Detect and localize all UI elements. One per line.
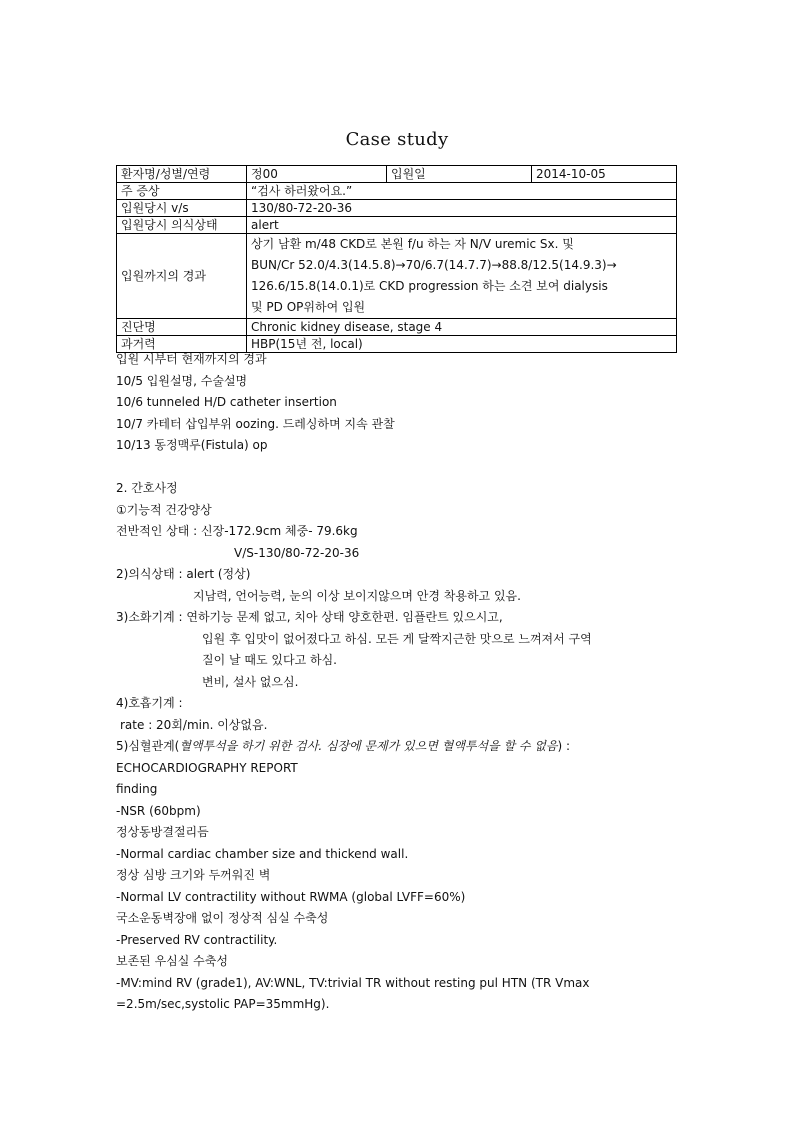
- value-admit-vs: 130/80-72-20-36: [247, 200, 677, 217]
- digestive-detail: 입원 후 입맛이 없어졌다고 하심. 모든 게 달짝지근한 맛으로 느껴져서 구역: [202, 631, 592, 646]
- echo-line: -Normal cardiac chamber size and thickend wall.: [116, 846, 409, 861]
- valve-finding: -MV:mind RV (grade1), AV:WNL, TV:trivial TR without resting pul HTN (TR Vmax: [116, 975, 590, 990]
- value-history-course: [247, 234, 677, 319]
- history-line: 상기 남환 m/48 CKD로 본원 f/u 하는 자 N/V uremic Sx. 및: [251, 237, 574, 251]
- value-diagnosis: Chronic kidney disease, stage 4: [247, 319, 677, 336]
- table-row: [117, 217, 677, 234]
- consciousness-detail: 지남력, 언어능력, 눈의 이상 보이지않으며 안경 착용하고 있음.: [193, 588, 521, 603]
- cardiovascular-status: [116, 736, 682, 758]
- echo-line: 국소운동벽장애 없이 정상적 심실 수축성: [116, 911, 329, 925]
- value-admit-date: 2014-10-05: [532, 166, 677, 183]
- value-past-history: HBP(15년 전, local): [247, 336, 677, 353]
- echo-line: 정상동방결절리듬: [116, 825, 209, 839]
- general-status: 전반적인 상태 : 신장-172.9cm 체중- 79.6kg: [116, 524, 358, 538]
- valve-finding-cont: =2.5m/sec,systolic PAP=35mmHg).: [116, 997, 330, 1011]
- patient-info-table: [116, 165, 677, 353]
- document-title: Case study: [345, 129, 449, 150]
- label-admit-consciousness: 입원당시 의식상태: [117, 217, 247, 234]
- label-past-history: 과거력: [117, 336, 247, 353]
- echo-line: finding: [116, 782, 158, 796]
- label-history-course: 입원까지의 경과: [117, 234, 247, 319]
- cv-note: 혈액투석을 하기 위한 검사. 심장에 문제가 있으면 혈액투석을 할 수 없음: [179, 739, 558, 753]
- consciousness-status: 2)의식상태 : alert (정상): [116, 567, 251, 581]
- label-chief-complaint: 주 증상: [117, 183, 247, 200]
- cv-prefix: 5)심혈관계(: [116, 739, 180, 753]
- nursing-subheading: ①기능적 건강양상: [116, 502, 212, 517]
- history-line: 및 PD OP위하여 입원: [251, 300, 366, 314]
- label-admit-date: 입원일: [387, 166, 532, 183]
- value-chief-complaint: “검사 하러왔어요.”: [247, 183, 677, 200]
- table-row: [117, 319, 677, 336]
- course-heading: 입원 시부터 현재까지의 경과: [116, 352, 267, 366]
- nursing-heading: 2. 간호사정: [116, 481, 178, 495]
- digestive-detail: 질이 날 때도 있다고 하심.: [202, 653, 337, 667]
- label-admit-vs: 입원당시 v/s: [117, 200, 247, 217]
- table-row: [117, 183, 677, 200]
- course-item: 10/5 입원설명, 수술설명: [116, 373, 248, 388]
- echo-line: -Preserved RV contractility.: [116, 932, 278, 947]
- echo-line: -NSR (60bpm): [116, 803, 201, 818]
- table-row: [117, 166, 677, 183]
- history-line: 126.6/15.8(14.0.1)로 CKD progression 하는 소견 보여 dialysis: [251, 279, 608, 293]
- digestive-detail: 변비, 설사 없으심.: [202, 674, 299, 689]
- label-patient: 환자명/성별/연령: [117, 166, 247, 183]
- respiratory-detail: rate : 20회/min. 이상없음.: [120, 717, 268, 732]
- echo-line: 정상 심방 크기와 두꺼워진 벽: [116, 868, 271, 882]
- label-diagnosis: 진단명: [117, 319, 247, 336]
- course-item: 10/6 tunneled H/D catheter insertion: [116, 395, 337, 409]
- general-vitals: V/S-130/80-72-20-36: [234, 545, 360, 560]
- value-admit-consciousness: alert: [247, 217, 677, 234]
- respiratory-status: 4)호흡기계 :: [116, 696, 183, 710]
- table-row: [117, 200, 677, 217]
- value-patient: 정00: [247, 166, 387, 183]
- cv-suffix: ) :: [557, 739, 571, 753]
- echo-line: -Normal LV contractility without RWMA (global LVFF=60%): [116, 889, 466, 904]
- echo-line: ECHOCARDIOGRAPHY REPORT: [116, 760, 298, 775]
- table-row: [117, 234, 677, 319]
- course-item: 10/13 동정맥루(Fistula) op: [116, 438, 268, 452]
- history-line: BUN/Cr 52.0/4.3(14.5.8)→70/6.7(14.7.7)→88.8/12.5(14.9.3)→: [251, 258, 617, 272]
- document-body: [116, 349, 682, 1016]
- course-item: 10/7 카테터 삽입부위 oozing. 드레싱하며 지속 관찰: [116, 416, 395, 431]
- digestive-status: 3)소화기계 : 연하기능 문제 없고, 치아 상태 양호한편. 임플란트 있으시고,: [116, 610, 503, 624]
- echo-line: 보존된 우심실 수축성: [116, 954, 228, 968]
